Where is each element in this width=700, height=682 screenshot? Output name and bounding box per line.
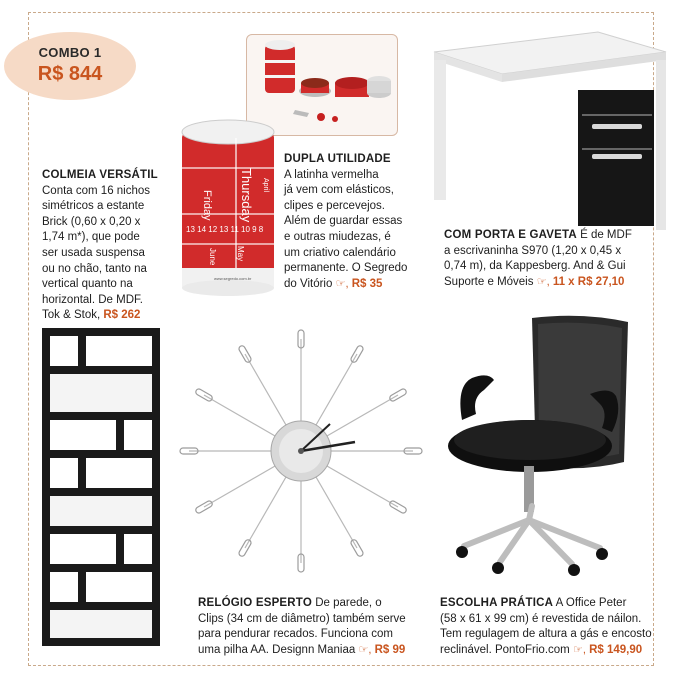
paper-clip-icon bbox=[350, 539, 364, 558]
colmeia-line: simétricos a estante bbox=[42, 200, 145, 213]
hand-pointer-icon: ☞, bbox=[536, 275, 550, 288]
calendar-brand: www.segredo.com.br bbox=[214, 276, 252, 281]
relogio-line: De parede, o bbox=[315, 597, 382, 609]
dupla-text bbox=[284, 152, 424, 292]
hand-pointer-icon: ☞, bbox=[335, 277, 349, 290]
dupla-title: DUPLA UTILIDADE bbox=[284, 153, 391, 165]
colmeia-price: R$ 262 bbox=[103, 309, 141, 322]
relogio-price: R$ 99 bbox=[374, 643, 406, 656]
relogio-title: RELÓGIO ESPERTO bbox=[198, 597, 312, 609]
dupla-line: permanente. O Segredo bbox=[284, 262, 408, 275]
dupla-line: e outras miudezas, é bbox=[284, 230, 391, 243]
relogio-text bbox=[198, 596, 418, 658]
colmeia-text bbox=[42, 168, 172, 324]
porta-price: 11 x R$ 27,10 bbox=[552, 275, 625, 288]
hand-pointer-icon: ☞, bbox=[572, 643, 586, 656]
escolha-line: reclinável. PontoFrio.com bbox=[440, 643, 570, 656]
relogio-line: Clips (34 cm de diâmetro) também serve bbox=[198, 612, 406, 625]
calendar-day-thursday: Thursday bbox=[239, 168, 254, 223]
dupla-line: Além de guardar essas bbox=[284, 215, 403, 228]
colmeia-line: Tok & Stok, bbox=[42, 309, 101, 322]
escolha-title: ESCOLHA PRÁTICA bbox=[440, 597, 554, 609]
dupla-line: já vem com elásticos, bbox=[284, 184, 394, 197]
escolha-text bbox=[440, 596, 654, 658]
calendar-month-june: June bbox=[208, 248, 217, 266]
dupla-line: clipes e percevejos. bbox=[284, 199, 385, 212]
combo-title: COMBO 1 bbox=[38, 45, 102, 60]
colmeia-line: vertical quanto na bbox=[42, 278, 133, 291]
colmeia-line: horizontal. De MDF. bbox=[42, 293, 143, 306]
calendar-month-april: April bbox=[262, 178, 269, 193]
combo-price: R$ 844 bbox=[37, 63, 103, 85]
escolha-line: (58 x 61 x 99 cm) é revestida de náilon. bbox=[440, 612, 642, 625]
calendar-day-friday: Friday bbox=[201, 190, 213, 221]
porta-line: 0,74 m), da Kappesberg. And & Gui bbox=[444, 260, 626, 273]
porta-line: Suporte e Móveis bbox=[444, 275, 534, 288]
colmeia-line: ou no chão, tanto na bbox=[42, 262, 147, 275]
calendar-month-may: May bbox=[236, 246, 245, 262]
dupla-line: um criativo calendário bbox=[284, 246, 396, 259]
dupla-line: A latinha vermelha bbox=[284, 168, 379, 181]
colmeia-title: COLMEIA VERSÁTIL bbox=[42, 169, 158, 181]
colmeia-line: Conta com 16 nichos bbox=[42, 184, 151, 197]
porta-text bbox=[444, 228, 654, 290]
hand-pointer-icon: ☞, bbox=[358, 643, 372, 656]
paper-clip-icon bbox=[238, 539, 252, 558]
dupla-line: do Vitório bbox=[284, 277, 333, 290]
bookshelf-photo bbox=[40, 326, 162, 648]
calendar-can-photo bbox=[180, 118, 276, 296]
porta-line: É de MDF bbox=[580, 229, 632, 241]
colmeia-line: Brick (0,60 x 0,20 x bbox=[42, 215, 141, 228]
combo-badge bbox=[4, 32, 136, 100]
calendar-numbers: 13 14 12 13 11 10 9 8 bbox=[186, 225, 264, 234]
dupla-price: R$ 35 bbox=[351, 277, 383, 290]
clock-photo bbox=[170, 320, 432, 582]
escolha-line: A Office Peter bbox=[555, 597, 627, 609]
escolha-price: R$ 149,90 bbox=[589, 643, 643, 656]
colmeia-line: 1,74 m*), que pode bbox=[42, 231, 140, 244]
office-chair-photo bbox=[440, 310, 636, 576]
escolha-line: Tem regulagem de altura a gás e encosto bbox=[440, 628, 652, 641]
colmeia-line: ser usada suspensa bbox=[42, 246, 145, 259]
desk-photo bbox=[430, 28, 668, 234]
porta-title: COM PORTA E GAVETA bbox=[444, 229, 577, 241]
relogio-line: uma pilha AA. Designn Maniaa bbox=[198, 643, 356, 656]
porta-line: a escrivaninha S970 (1,20 x 0,45 x bbox=[444, 244, 622, 257]
relogio-line: para pendurar recados. Funciona com bbox=[198, 628, 393, 641]
